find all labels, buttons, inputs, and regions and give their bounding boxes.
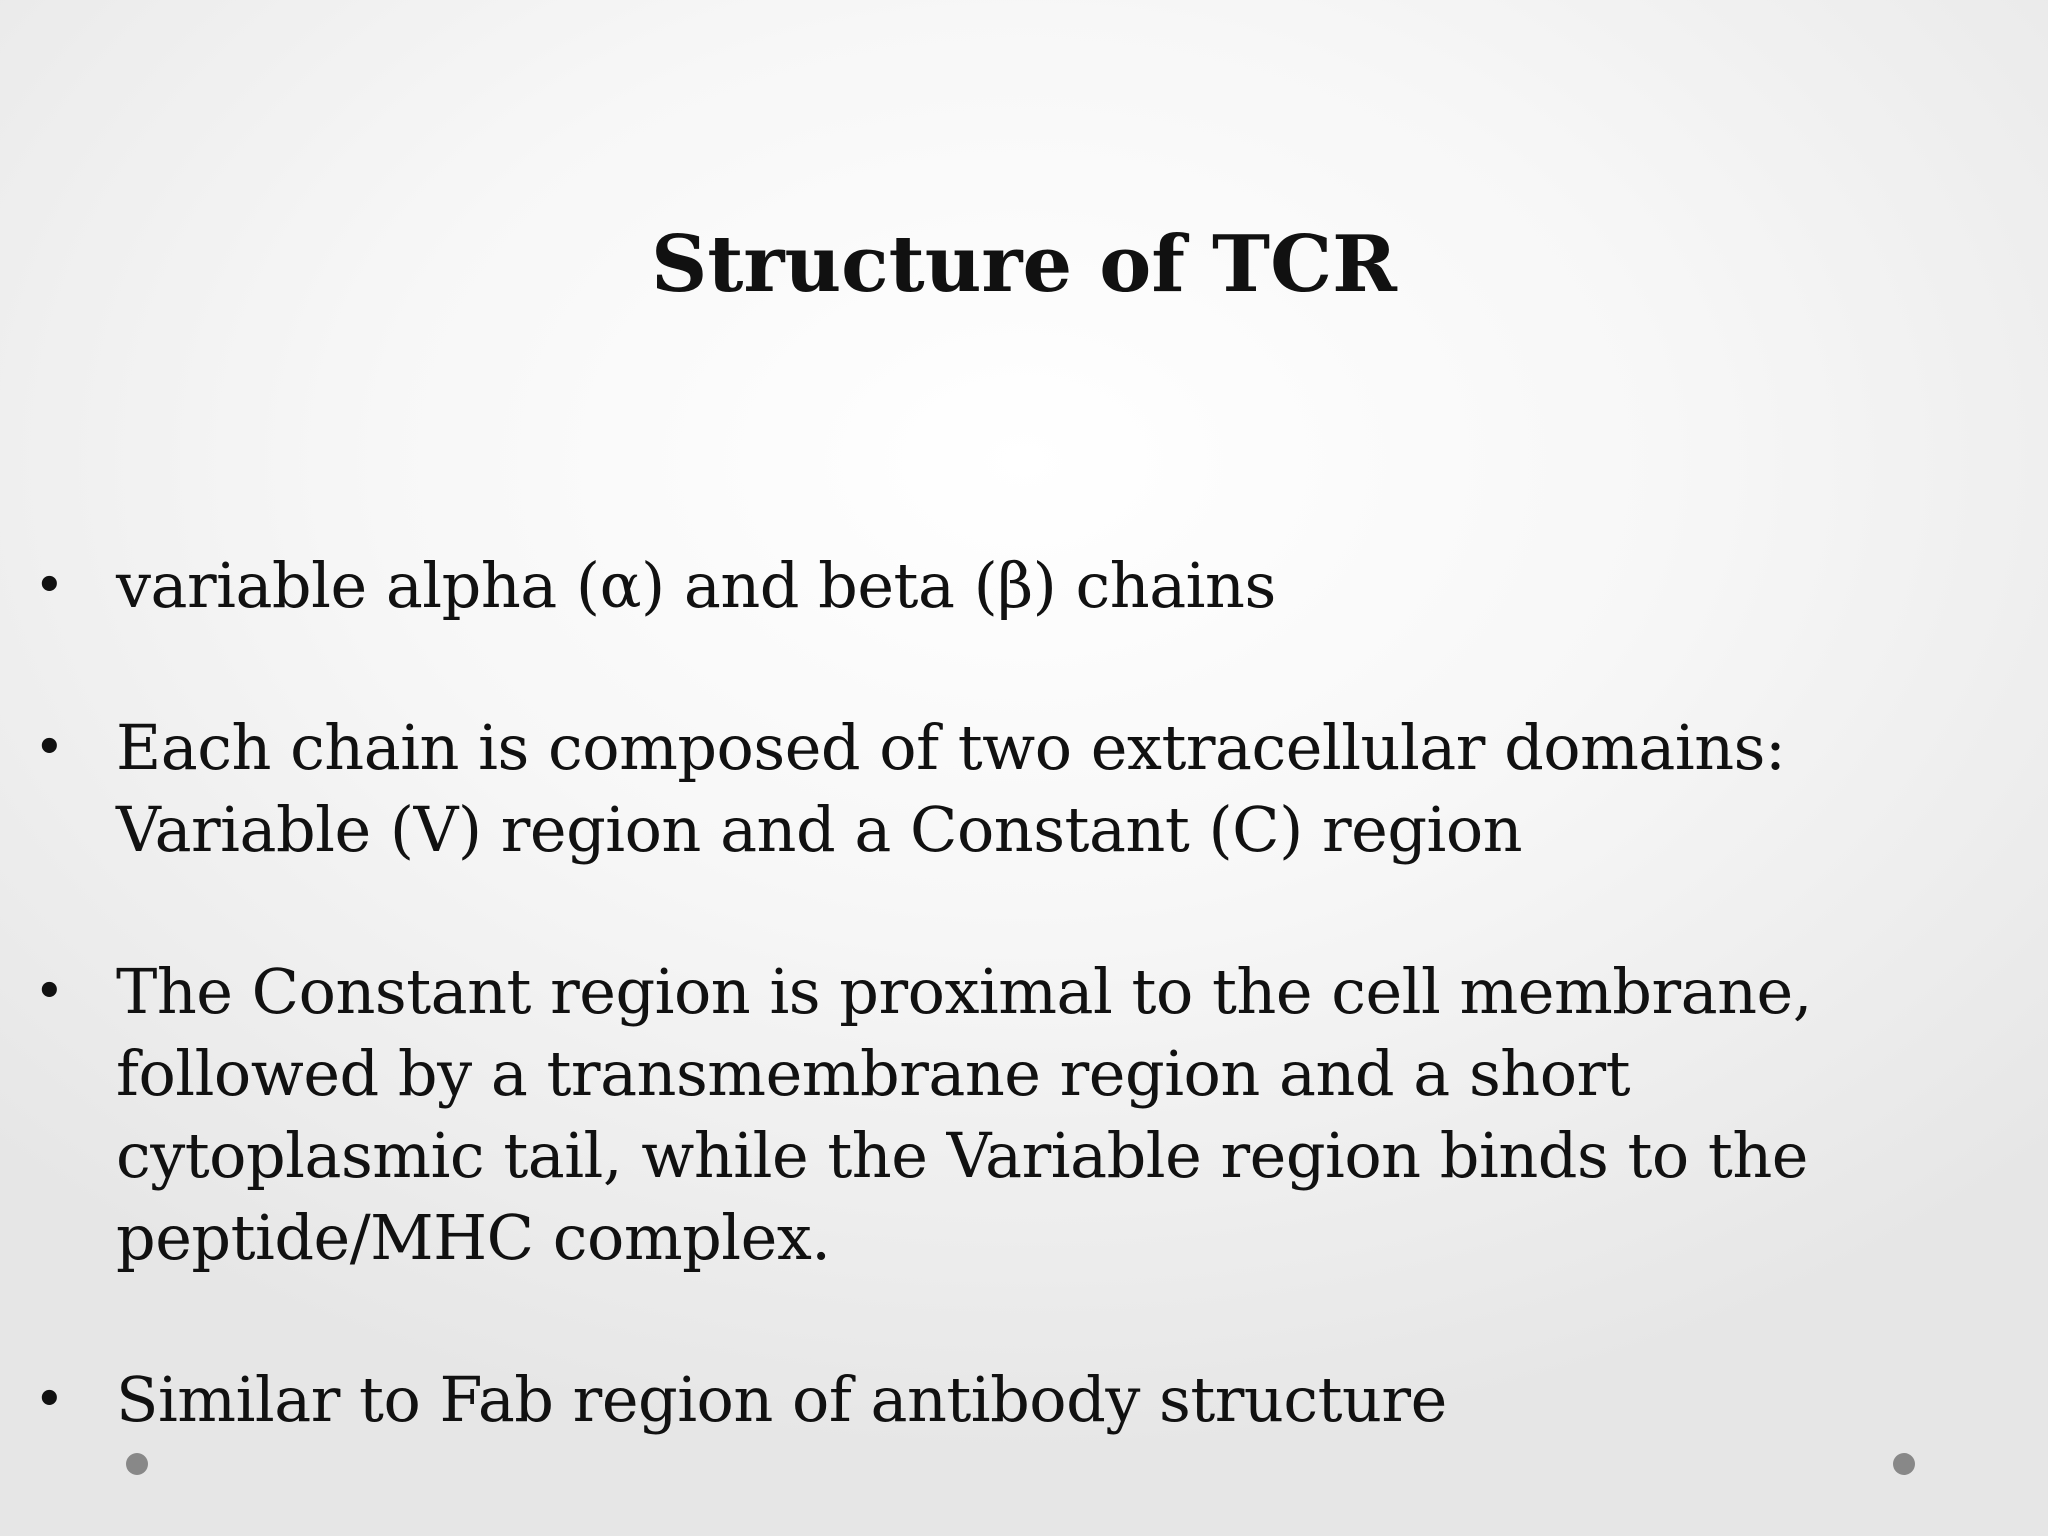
decorative-dot-left (126, 1453, 148, 1475)
bullet-marker: • (34, 556, 65, 616)
bullet-text: The Constant region is proximal to the cell membrane, followed by a transmembrane region and a short cytoplasmic tail, while the Variable region binds to the peptide/MHC complex. (116, 955, 1812, 1274)
decorative-dot-right (1893, 1453, 1915, 1475)
bullet-item (0, 951, 2016, 1279)
bullet-text: Each chain is composed of two extracellular domains: Variable (V) region and a Constant (C) region (116, 711, 1786, 866)
bullet-list (0, 545, 2048, 1523)
bullet-marker: • (34, 718, 65, 778)
bullet-marker: • (34, 962, 65, 1022)
bullet-item (0, 707, 2016, 871)
bullet-text: variable alpha (α) and beta (β) chains (116, 549, 1276, 622)
bullet-item (0, 545, 2016, 627)
bullet-item (0, 1359, 2016, 1441)
bullet-marker: • (34, 1370, 65, 1430)
bullet-text: Similar to Fab region of antibody structure (116, 1363, 1447, 1436)
slide-title: Structure of TCR (651, 219, 1397, 310)
